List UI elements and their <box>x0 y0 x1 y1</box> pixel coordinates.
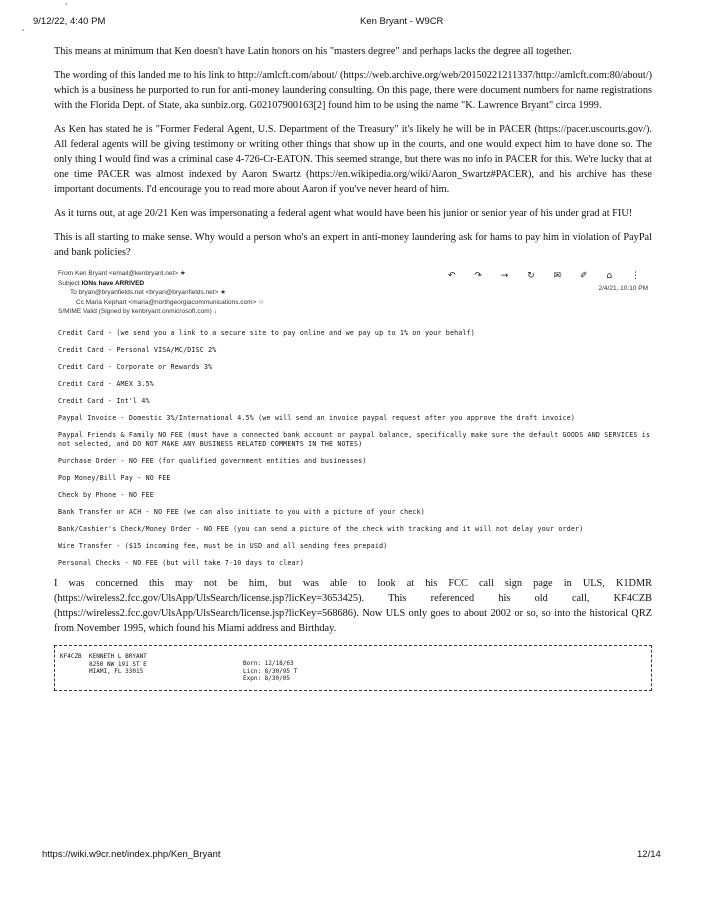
paragraph: As it turns out, at age 20/21 Ken was impersonating a federal agent what would have been his junior or senior year of his under grad at FIU! <box>54 208 633 219</box>
page-title: Ken Bryant - W9CR <box>360 16 444 27</box>
list-item: Check by Phone - NO FEE <box>58 490 154 499</box>
payment-options-list <box>58 329 652 568</box>
paragraph: This is all starting to make sense. Why would a person who's an expert in anti-money laundering ask for hams to pay him in violation of PayPal and bank policies? <box>54 232 652 258</box>
paragraph: As Ken has stated he is "Former Federal Agent, U.S. Department of the Treasury" it's likely he will be in PACER (https://pacer.uscourts.gov/). All federal agents will be giving testimony or writing other things that show up in the courts, and one would expect him to have done so. The only thing I would find was a criminal case 4-726-Cr-EATON. This seemed strange, but there was no info in PACER for this. We're lucky that at one time PACER was almost indexed by Aaron Swartz (https://en.wikipedia.org/wiki/Aaron_Swartz#PACER), and his archive has these important documents. I'd encourage you to read more about Aaron if you've never heard of him. <box>54 124 652 195</box>
qrz-name: KENNETH L BRYANT <box>89 653 147 661</box>
qrz-address-line: 8250 NW 191 ST E <box>89 660 147 668</box>
print-datetime: 9/12/22, 4:40 PM <box>33 16 106 27</box>
qrz-expn: Expn: 8/30/05 <box>243 675 290 683</box>
list-item: Credit Card - (we send you a link to a secure site to pay online and we pay up to 1% on your behalf) <box>58 328 475 337</box>
print-header <box>0 16 705 32</box>
qrz-dates <box>243 660 297 683</box>
qrz-callsign: KF4CZB <box>60 653 82 661</box>
list-item: Bank/Cashier's Check/Money Order - NO FEE (you can send a picture of the check with tracking and it will not delay your order) <box>58 525 584 534</box>
list-item: Credit Card - Corporate or Rewards 3% <box>58 362 213 371</box>
list-item: Purchase Order - NO FEE (for qualified government entities and businesses) <box>58 456 367 465</box>
qrz-address-line: MIAMI, FL 33015 <box>89 668 144 676</box>
email-toolbar-icons: ↶ ↷ → ↻ ✉ ✐ ⌂ ⋮ <box>448 271 648 281</box>
paragraph: The wording of this landed me to his link to http://amlcft.com/about/ (https://web.archive.org/web/20150221211337/http://amlcft.com:80/about/) which is a business he purported to run for anti-money laundering consulting. On this page, there were document numbers for name registrations with the Florida Dept. of State, aka sunbiz.org. G02107900163[2] found him to be using the name "K. Lawrence Bryant" circa 1999. <box>54 70 652 111</box>
list-item: Personal Checks - NO FEE (but will take 7-10 days to clear) <box>58 559 305 568</box>
email-from: From Ken Bryant <email@kenbryant.net> ★ <box>58 270 186 277</box>
email-date: 2/4/21, 10:10 PM <box>598 285 648 292</box>
list-item: Credit Card - Int'l 4% <box>58 396 150 405</box>
email-screenshot <box>58 269 652 568</box>
list-item: Pop Money/Bill Pay - NO FEE <box>58 473 171 482</box>
paragraph: I was concerned this may not be him, but was able to look at his FCC call sign page in ULS, K1DMR (https://wireless2.fcc.gov/UlsApp/UlsSearch/license.jsp?licKey=3653425). This referenced his old call, KF4CZB (https://wireless2.fcc.gov/UlsApp/UlsSearch/license.jsp?licKey=568686). Now ULS only goes to about 2002 or so, so into the historical QRZ from November 1995, which found his Miami address and Birthday. <box>54 578 652 635</box>
page-number: 12/14 <box>637 849 661 860</box>
paragraph: This means at minimum that Ken doesn't have Latin honors on his "masters degree" and perhaps lacks the degree all together. <box>54 46 572 57</box>
qrz-record-box <box>54 645 652 691</box>
qrz-licn: Licn: 8/30/95 T <box>243 667 298 675</box>
qrz-name-address <box>89 653 147 676</box>
scan-mark: ˈ <box>65 2 68 11</box>
qrz-born: Born: 12/18/63 <box>243 660 294 668</box>
list-item: Paypal Friends & Family NO FEE (must have a connected bank account or paypal balance, specifically make sure the default GOODS AND SERVICES is not selected, and DO NOT MAKE ANY BUSINESS RELATED COMMENTS IN THE NOTES) <box>58 431 651 448</box>
list-item: Bank Transfer or ACH - NO FEE (we can also initiate to you with a picture of your check) <box>58 507 425 516</box>
email-cc: Cc Maria Kephart <maria@northgeorgiacommunications.com> ☆ <box>76 298 265 306</box>
article-body <box>54 44 652 691</box>
list-item: Wire Transfer - ($15 incoming fee, must be in USD and all sending fees prepaid) <box>58 542 388 551</box>
email-signature: S/MIME Valid (Signed by kenbryant.onmicrosoft.com) ↓ <box>58 308 217 315</box>
list-item: Credit Card - AMEX 3.5% <box>58 379 154 388</box>
email-to: To bryan@bryanfields.net <bryan@bryanfields.net> ★ <box>70 289 226 296</box>
list-item: Paypal Invoice - Domestic 3%/International 4.5% (we will send an invoice paypal request after you approve the draft invoice) <box>58 413 576 422</box>
list-item: Credit Card - Personal VISA/MC/DISC 2% <box>58 345 217 354</box>
scan-mark: ˌ <box>22 23 25 32</box>
page-url: https://wiki.w9cr.net/index.php/Ken_Bryant <box>42 849 221 860</box>
email-subject: Subject IONs have ARRIVED <box>58 279 145 287</box>
